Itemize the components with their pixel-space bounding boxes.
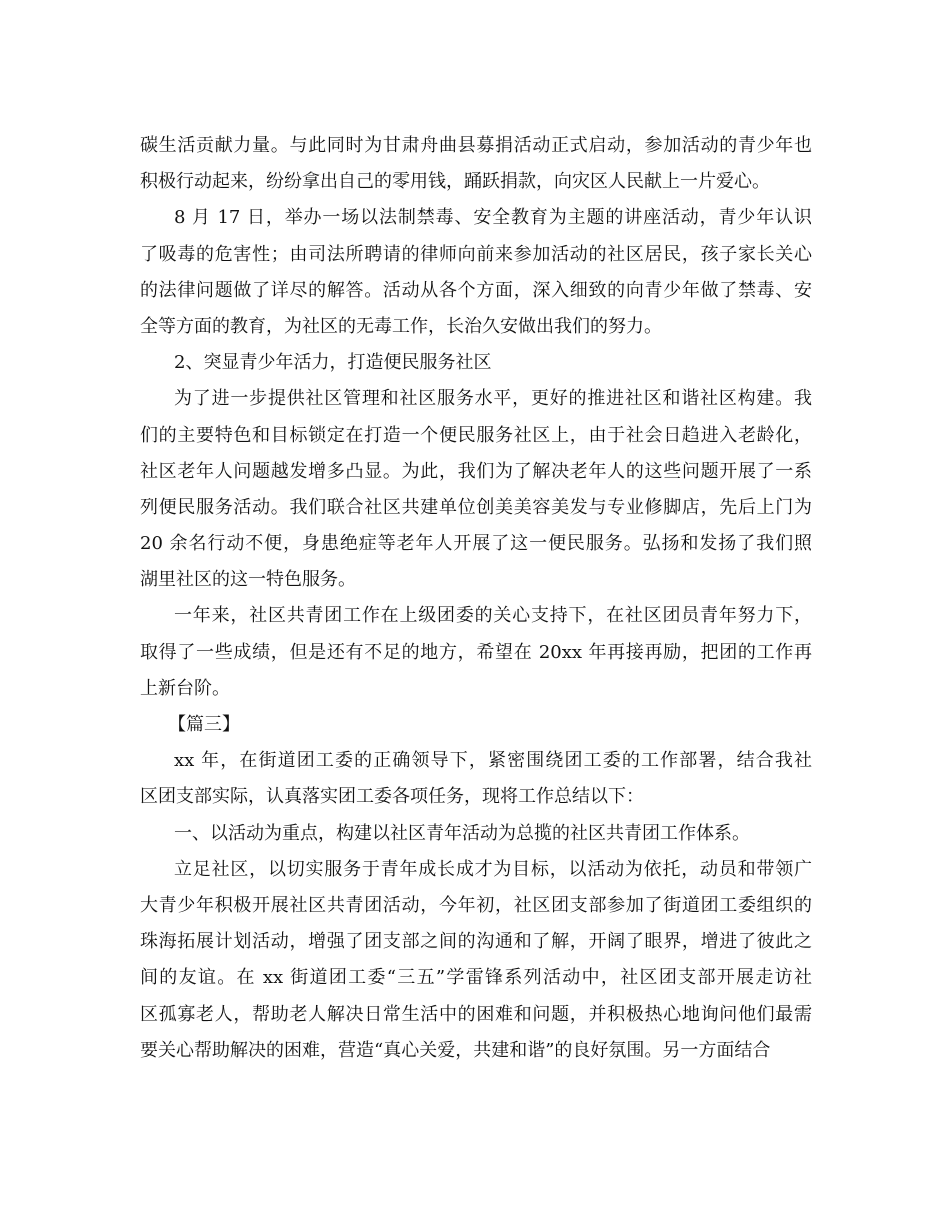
paragraph (140, 598, 812, 707)
text-line: 的法律问题做了详尽的解答。活动从各个方面，深入细致的向青少年做了禁毒、安 (140, 279, 812, 301)
section-heading (140, 345, 812, 381)
text-line: 碳生活贡献力量。与此同时为甘肃舟曲县募捐活动正式启动，参加活动的青少年也 (140, 135, 812, 156)
text-line: 社区老年人问题越发增多凸显。为此，我们为了解决老年人的这些问题开展了一系 (140, 460, 812, 482)
text-line: 湖里社区的这一特色服务。 (140, 569, 356, 591)
text-line: 2、突显青少年活力，打造便民服务社区 (174, 352, 492, 374)
text-line: 20 余名行动不便，身患绝症等老年人开展了这一便民服务。弘扬和发扬了我们照 (140, 533, 812, 555)
paragraph (140, 381, 812, 598)
text-line: 珠海拓展计划活动，增强了团支部之间的沟通和了解，开阔了眼界，增进了彼此之 (140, 931, 812, 953)
paragraph (140, 128, 812, 200)
text-line: 8 月 17 日，举办一场以法制禁毒、安全教育为主题的讲座活动，青少年认识 (174, 207, 812, 229)
text-line: 【篇三】 (168, 714, 240, 735)
text-line: xx 年，在街道团工委的正确领导下，紧密围绕团工委的工作部署，结合我社 (174, 750, 812, 772)
text-line: 列便民服务活动。我们联合社区共建单位创美美容美发与专业修脚店，先后上门为 (140, 496, 812, 518)
text-line: 一年来，社区共青团工作在上级团委的关心支持下，在社区团员青年努力下， (174, 605, 812, 627)
text-line: 积极行动起来，纷纷拿出自己的零用钱，踊跃捐款，向灾区人民献上一片爱心。 (140, 171, 770, 193)
text-line: 取得了一些成绩，但是还有不足的地方，希望在 20xx 年再接再励，把团的工作再 (140, 641, 812, 663)
text-line: 要关心帮助解决的困难，营造“真心关爱，共建和谐”的良好氛围。另一方面结合 (140, 1039, 771, 1061)
text-line: 区孤寡老人，帮助老人解决日常生活中的困难和问题，并积极热心地询问他们最需 (140, 1003, 812, 1025)
paragraph (140, 743, 812, 815)
text-line: 间的友谊。在 xx 街道团工委“三五”学雷锋系列活动中，社区团支部开展走访社 (140, 967, 812, 989)
text-line: 立足社区，以切实服务于青年成长成才为目标，以活动为依托，动员和带领广 (174, 858, 812, 880)
text-line: 全等方面的教育，为社区的无毒工作，长治久安做出我们的努力。 (140, 315, 662, 337)
text-line: 大青少年积极开展社区共青团活动，今年初，社区团支部参加了街道团工委组织的 (140, 894, 812, 916)
section-title (140, 707, 812, 743)
text-line: 为了进一步提供社区管理和社区服务水平，更好的推进社区和谐社区构建。我 (174, 388, 812, 410)
paragraph (140, 852, 812, 1069)
text-line: 了吸毒的危害性；由司法所聘请的律师向前来参加活动的社区居民，孩子家长关心 (140, 243, 812, 265)
text-line: 们的主要特色和目标锁定在打造一个便民服务社区上，由于社会日趋进入老龄化， (140, 424, 812, 446)
text-line: 上新台阶。 (140, 677, 230, 699)
document-body (140, 128, 812, 1069)
text-line: 一、以活动为重点，构建以社区青年活动为总揽的社区共青团工作体系。 (174, 822, 750, 844)
paragraph (140, 200, 812, 345)
section-heading (140, 816, 812, 852)
text-line: 区团支部实际，认真落实团工委各项任务，现将工作总结以下： (140, 786, 644, 808)
